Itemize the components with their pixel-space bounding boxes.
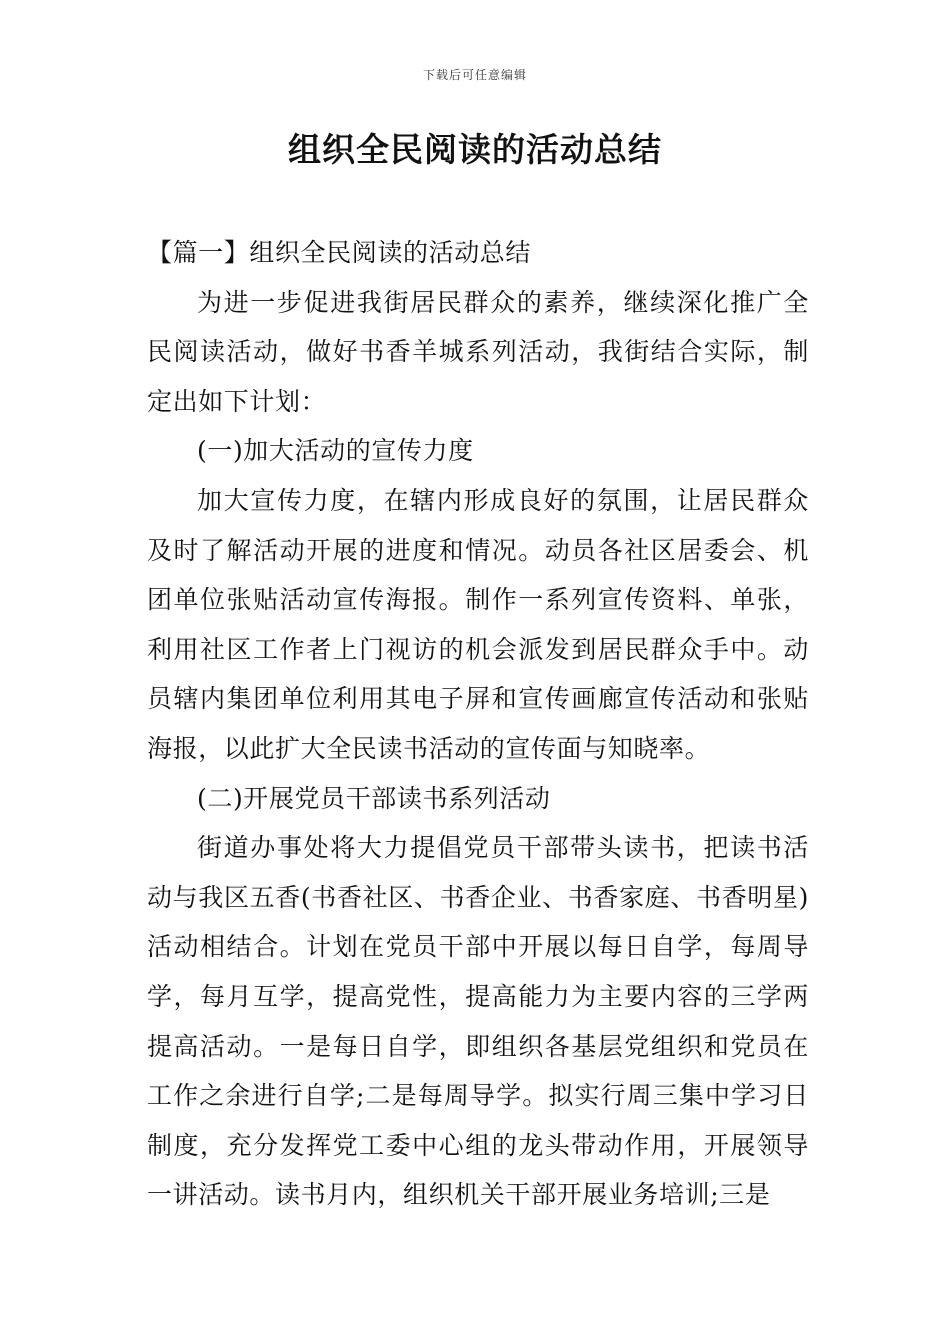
header-note: 下载后可任意编辑 xyxy=(422,68,527,82)
subheading-party-reading: (二)开展党员干部读书系列活动 xyxy=(197,783,551,813)
section-heading: 【篇一】组织全民阅读的活动总结 xyxy=(147,238,532,267)
paragraph-intro: 为进一步促进我街居民群众的素养，继续深化推广全民阅读活动，做好书香羊城系列活动，我街结合实际，制定出如下计划： xyxy=(147,287,809,416)
document-title: 组织全民阅读的活动总结 xyxy=(288,130,662,169)
document-body xyxy=(147,228,809,1220)
paragraph-party-reading: 街道办事处将大力提倡党员干部带头读书，把读书活动与我区五香(书香社区、书香企业、书香家庭、书香明星)活动相结合。计划在党员干部中开展以每日自学，每周导学，每月互学，提高党性，提高能力为主要内容的三学两提高活动。一是每日自学，即组织各基层党组织和党员在工作之余进行自学;二是每周导学。拟实行周三集中学习日制度，充分发挥党工委中心组的龙头带动作用，开展领导一讲活动。读书月内，组织机关干部开展业务培训;三是 xyxy=(147,833,809,1210)
subheading-publicity: (一)加大活动的宣传力度 xyxy=(197,436,474,466)
paragraph-publicity: 加大宣传力度，在辖内形成良好的氛围，让居民群众及时了解活动开展的进度和情况。动员各社区居委会、机团单位张贴活动宣传海报。制作一系列宣传资料、单张，利用社区工作者上门视访的机会派发到居民群众手中。动员辖内集团单位利用其电子屏和宣传画廊宣传活动和张贴海报，以此扩大全民读书活动的宣传面与知晓率。 xyxy=(147,485,809,763)
